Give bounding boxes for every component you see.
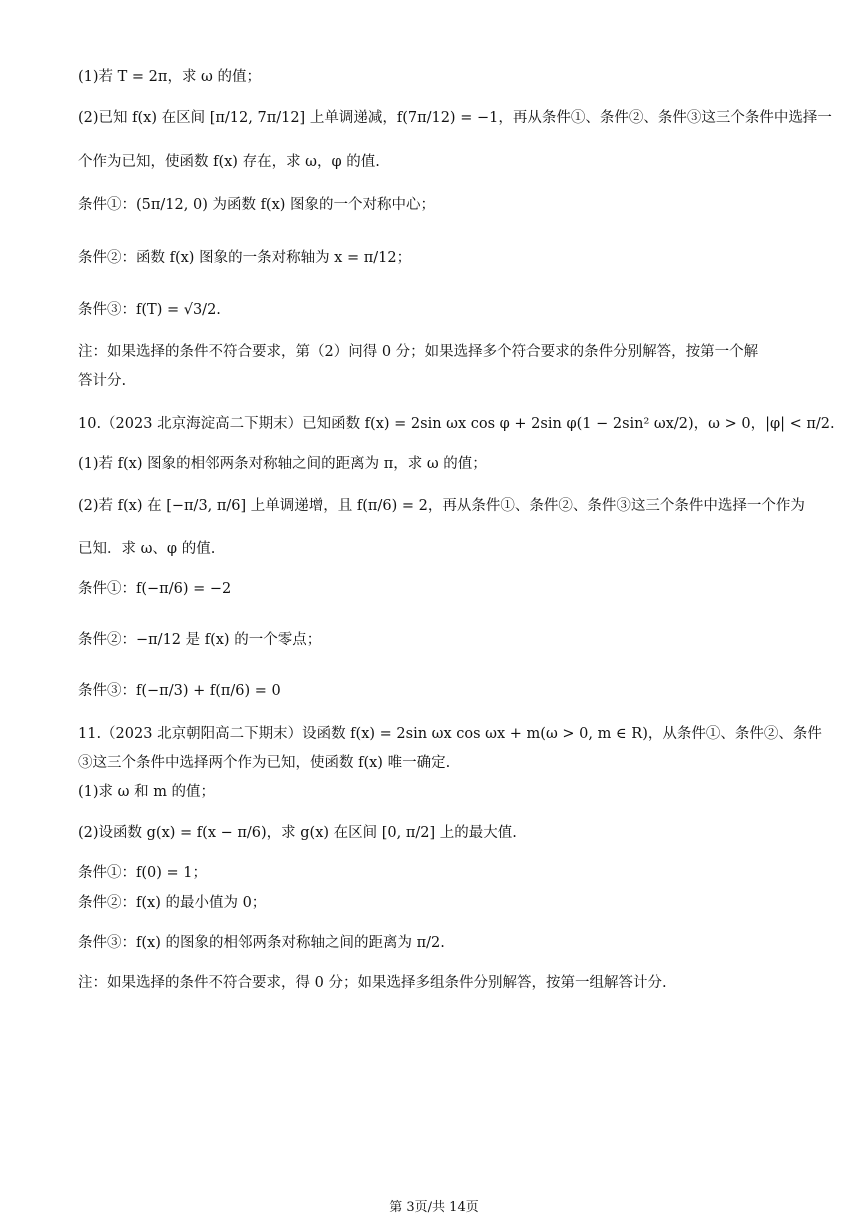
text-line: 个作为已知，使函数 f(x) 存在，求 ω，φ 的值. xyxy=(78,154,380,170)
text-line: (2)若 f(x) 在 [−π/3, π/6] 上单调递增，且 f(π/6) = 2，再从条件①、条件②、条件③这三个条件中选择一个作为 xyxy=(78,498,805,514)
text-line: 条件②：f(x) 的最小值为 0； xyxy=(78,895,267,911)
text-line: 答计分. xyxy=(78,373,127,389)
text-line: 条件②：函数 f(x) 图象的一条对称轴为 x = π/12； xyxy=(78,250,412,266)
text-line: 条件③：f(x) 的图象的相邻两条对称轴之间的距离为 π/2. xyxy=(78,935,445,951)
text-line: (2)设函数 g(x) = f(x − π/6)，求 g(x) 在区间 [0, π/2] 上的最大值. xyxy=(78,825,517,841)
text-line: 条件①：(5π/12, 0) 为函数 f(x) 图象的一个对称中心； xyxy=(78,197,436,213)
text-line: 已知．求 ω、φ 的值. xyxy=(78,541,216,557)
text-line: (1)求 ω 和 m 的值； xyxy=(78,784,216,800)
text-line: 条件③：f(T) = √3/2. xyxy=(78,302,221,318)
text-line: 注：如果选择的条件不符合要求，得 0 分；如果选择多组条件分别解答，按第一组解答计分. xyxy=(78,975,667,991)
text-line: 条件②：−π/12 是 f(x) 的一个零点； xyxy=(78,632,322,648)
text-line: 条件①：f(−π/6) = −2 xyxy=(78,581,232,597)
text-line: 条件③：f(−π/3) + f(π/6) = 0 xyxy=(78,683,281,699)
text-line: (1)若 f(x) 图象的相邻两条对称轴之间的距离为 π，求 ω 的值； xyxy=(78,456,487,472)
text-line: (2)已知 f(x) 在区间 [π/12, 7π/12] 上单调递减，f(7π/12) = −1，再从条件①、条件②、条件③这三个条件中选择一 xyxy=(78,110,832,126)
text-line: 10.（2023 北京海淀高二下期末）已知函数 f(x) = 2sin ωx cos φ + 2sin φ(1 − 2sin² ωx/2)，ω > 0，|φ| < π/2. xyxy=(78,416,835,432)
text-line: 11.（2023 北京朝阳高二下期末）设函数 f(x) = 2sin ωx cos ωx + m(ω > 0, m ∈ R)，从条件①、条件②、条件 xyxy=(78,726,822,742)
text-line: (1)若 T = 2π，求 ω 的值； xyxy=(78,69,261,85)
text-line: 注：如果选择的条件不符合要求，第（2）问得 0 分；如果选择多个符合要求的条件分别解答，按第一个解 xyxy=(78,344,759,360)
text-line: 条件①：f(0) = 1； xyxy=(78,865,207,881)
text-line: ③这三个条件中选择两个作为已知，使函数 f(x) 唯一确定. xyxy=(78,755,451,771)
page-footer: 第 3页/共 14页 xyxy=(389,1200,479,1215)
